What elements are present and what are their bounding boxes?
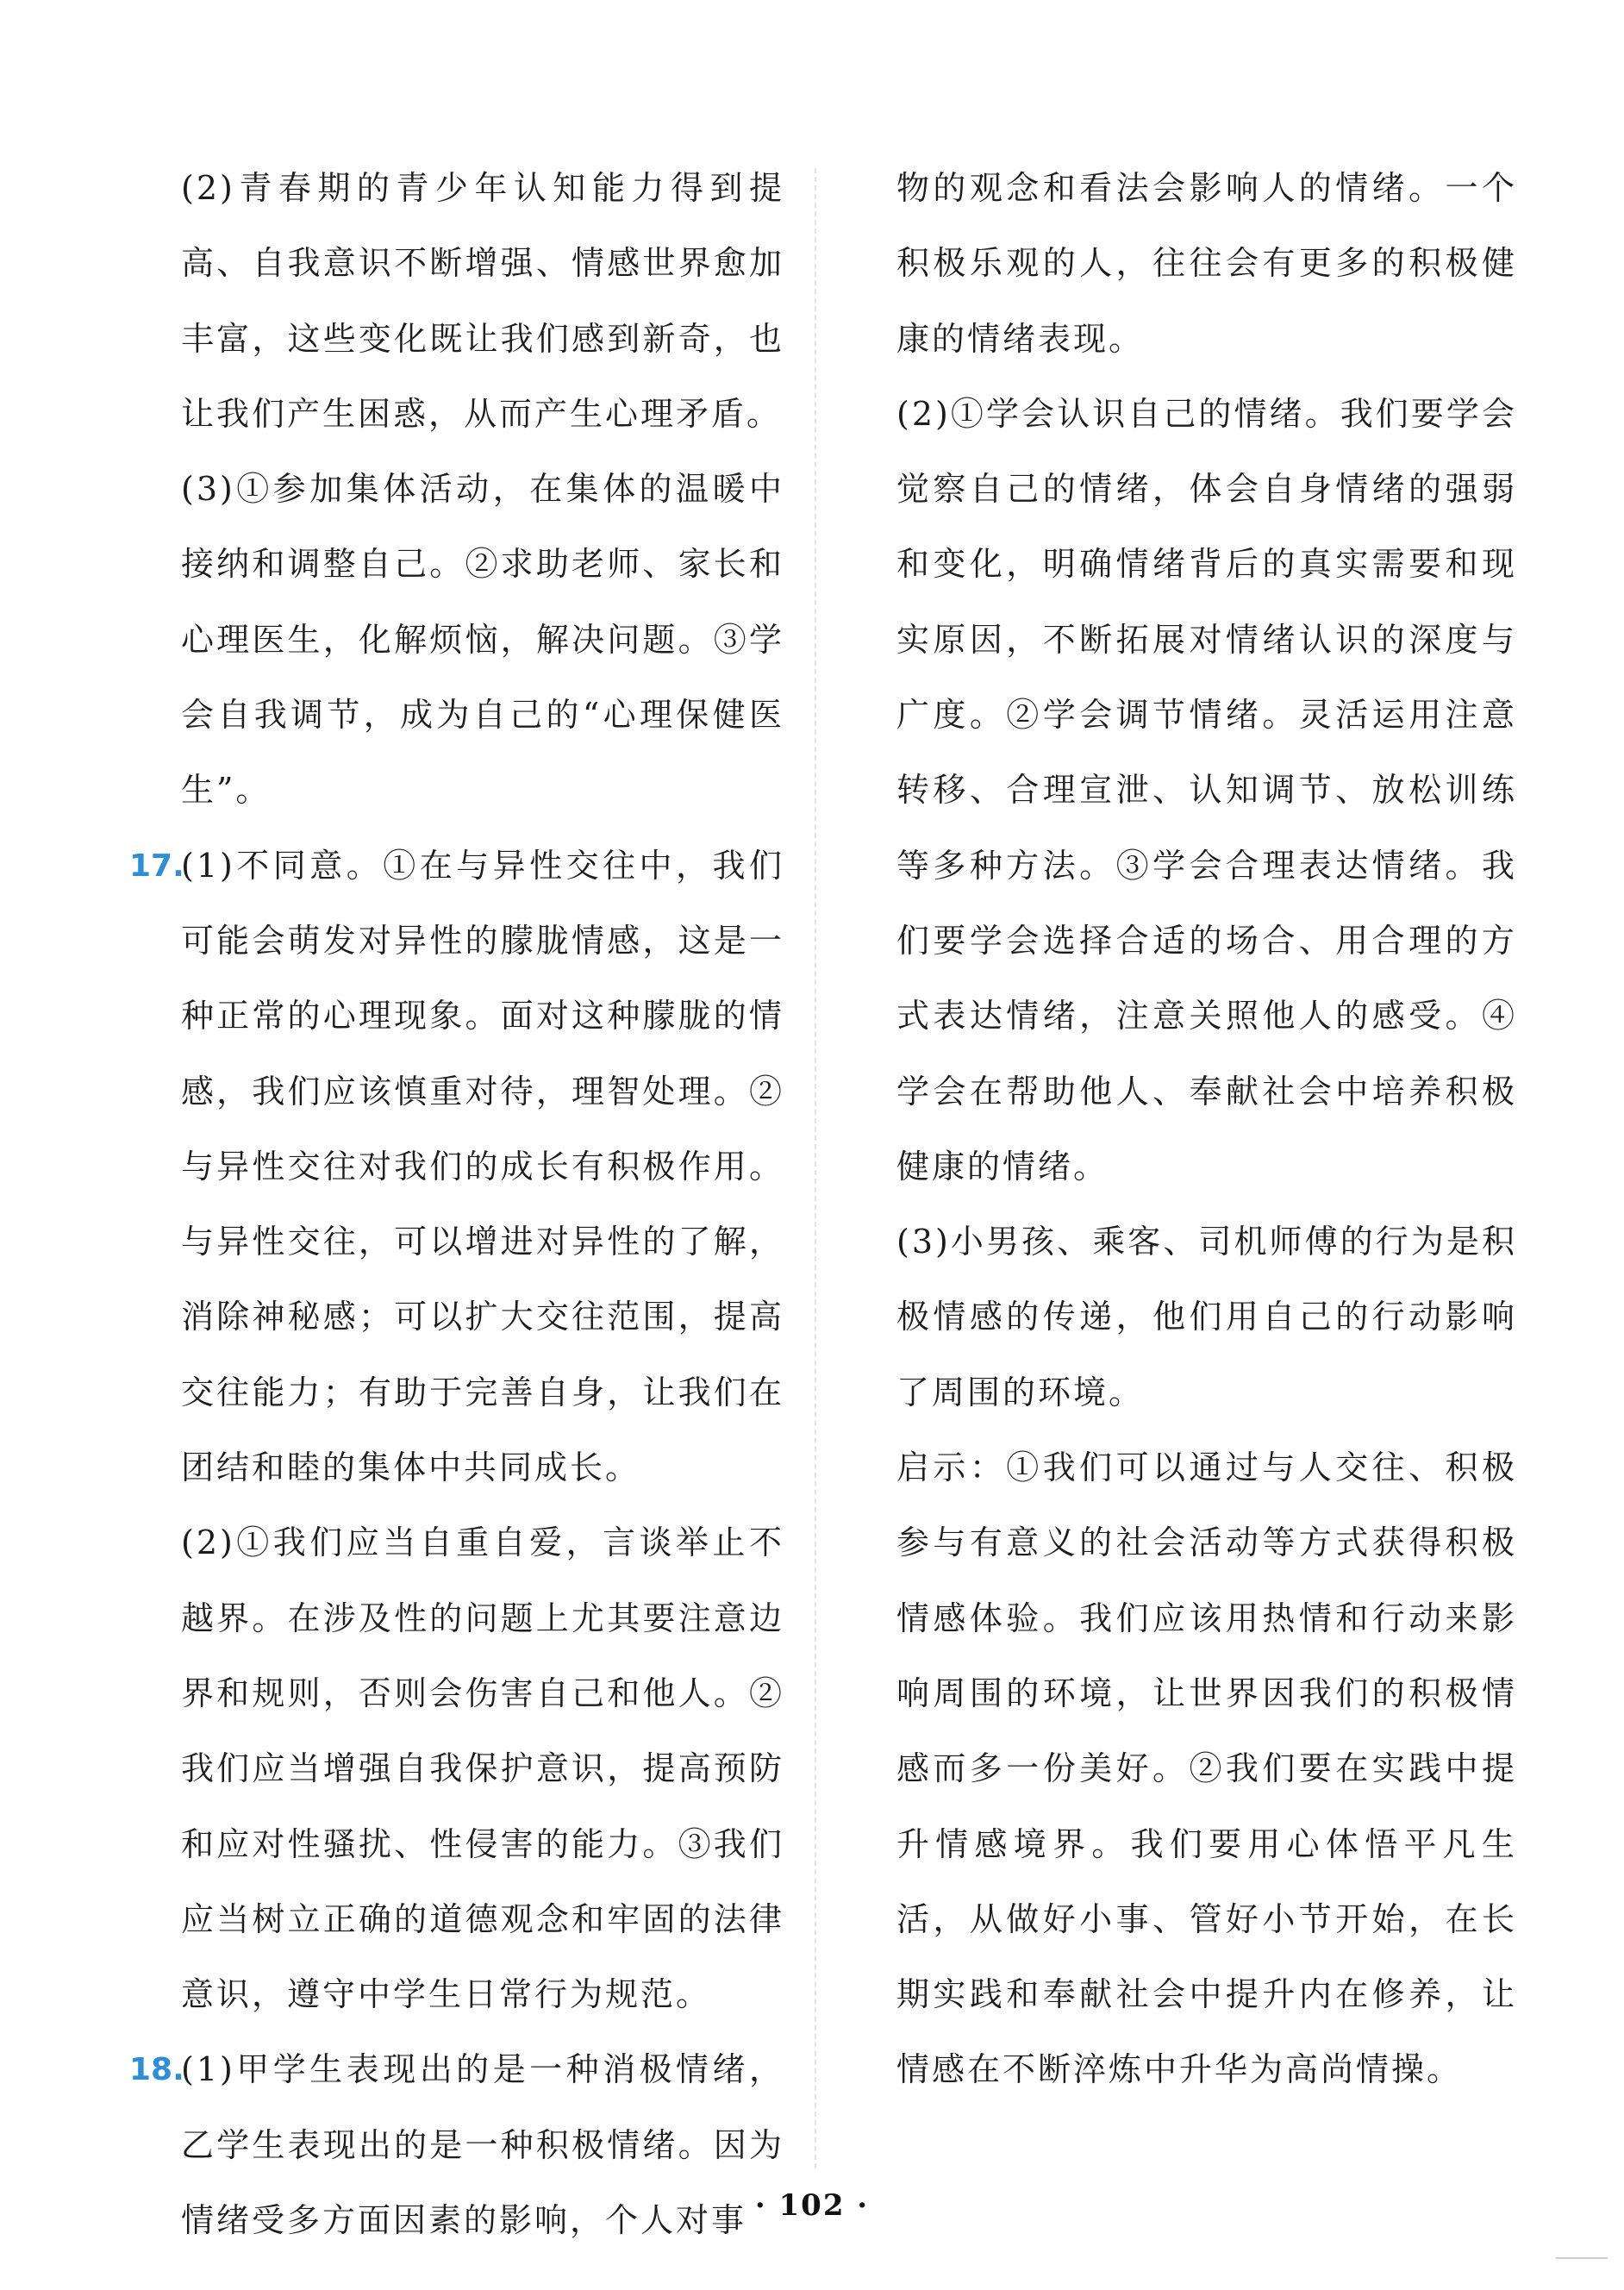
page-number: · 102 · (754, 2188, 870, 2223)
question-number: 17. (129, 848, 184, 884)
answer-text: (1)甲学生表现出的是一种消极情绪，乙学生表现出的是一种积极情绪。因为情绪受多方面因素的影响，个人对事 (181, 2050, 784, 2240)
answer-paragraph: (2)①我们应当自重自爱，言谈举止不越界。在涉及性的问题上尤其要注意边界和规则，否则会伤害自己和他人。②我们应当增强自我保护意识，提高预防和应对性骚扰、性侵害的能力。③我们应当树立正确的道德观念和牢固的法律意识，遵守中学生日常行为规范。 (181, 1524, 784, 2014)
answer-paragraph: (2)①学会认识自己的情绪。我们要学会觉察自己的情绪，体会自身情绪的强弱和变化，明确情绪背后的真实需要和现实原因，不断拓展对情绪认识的深度与广度。②学会调节情绪。灵活运用注意转移、合理宣泄、认知调节、放松训练等多种方法。③学会合理表达情绪。我们要学会选择合适的场合、用合理的方式表达情绪，注意关照他人的感受。④学会在帮助他人、奉献社会中培养积极健康的情绪。 (896, 394, 1517, 1186)
question-17-part-1 (129, 829, 784, 1506)
left-column (129, 151, 784, 2258)
answer-paragraph: (3)小男孩、乘客、司机师傅的行为是积极情感的传递，他们用自己的行动影响了周围的环境。 (896, 1223, 1517, 1411)
scan-edge-line (1556, 2257, 1608, 2259)
answer-paragraph: 启示：①我们可以通过与人交往、积极参与有意义的社会活动等方式获得积极情感体验。我们应该用热情和行动来影响周围的环境，让世界因我们的积极情感而多一份美好。②我们要在实践中提升情感境界。我们要用心体悟平凡生活，从做好小事、管好小节开始，在长期实践和奉献社会中提升内在修养，让情感在不断淬炼中升华为高尚情操。 (896, 1448, 1517, 2089)
question-number: 18. (129, 2052, 184, 2088)
answer-text: (1)不同意。①在与异性交往中，我们可能会萌发对异性的朦胧情感，这是一种正常的心理现象。面对这种朦胧的情感，我们应该慎重对待，理智处理。②与异性交往对我们的成长有积极作用。与异性交往，可以增进对异性的了解，消除神秘感；可以扩大交往范围，提高交往能力；有助于完善自身，让我们在团结和睦的集体中共同成长。 (181, 846, 784, 1487)
right-column (896, 151, 1517, 2108)
answer-paragraph: (2)青春期的青少年认知能力得到提高、自我意识不断增强、情感世界愈加丰富，这些变化既让我们感到新奇，也让我们产生困惑，从而产生心理矛盾。 (181, 169, 784, 433)
answer-paragraph: 物的观念和看法会影响人的情绪。一个积极乐观的人，往往会有更多的积极健康的情绪表现。 (896, 169, 1517, 358)
question-18-part-1 (129, 2032, 784, 2258)
column-divider (815, 168, 816, 2168)
answer-paragraph: (3)①参加集体活动，在集体的温暖中接纳和调整自己。②求助老师、家长和心理医生，化解烦恼，解决问题。③学会自我调节，成为自己的“心理保健医生”。 (181, 470, 784, 810)
